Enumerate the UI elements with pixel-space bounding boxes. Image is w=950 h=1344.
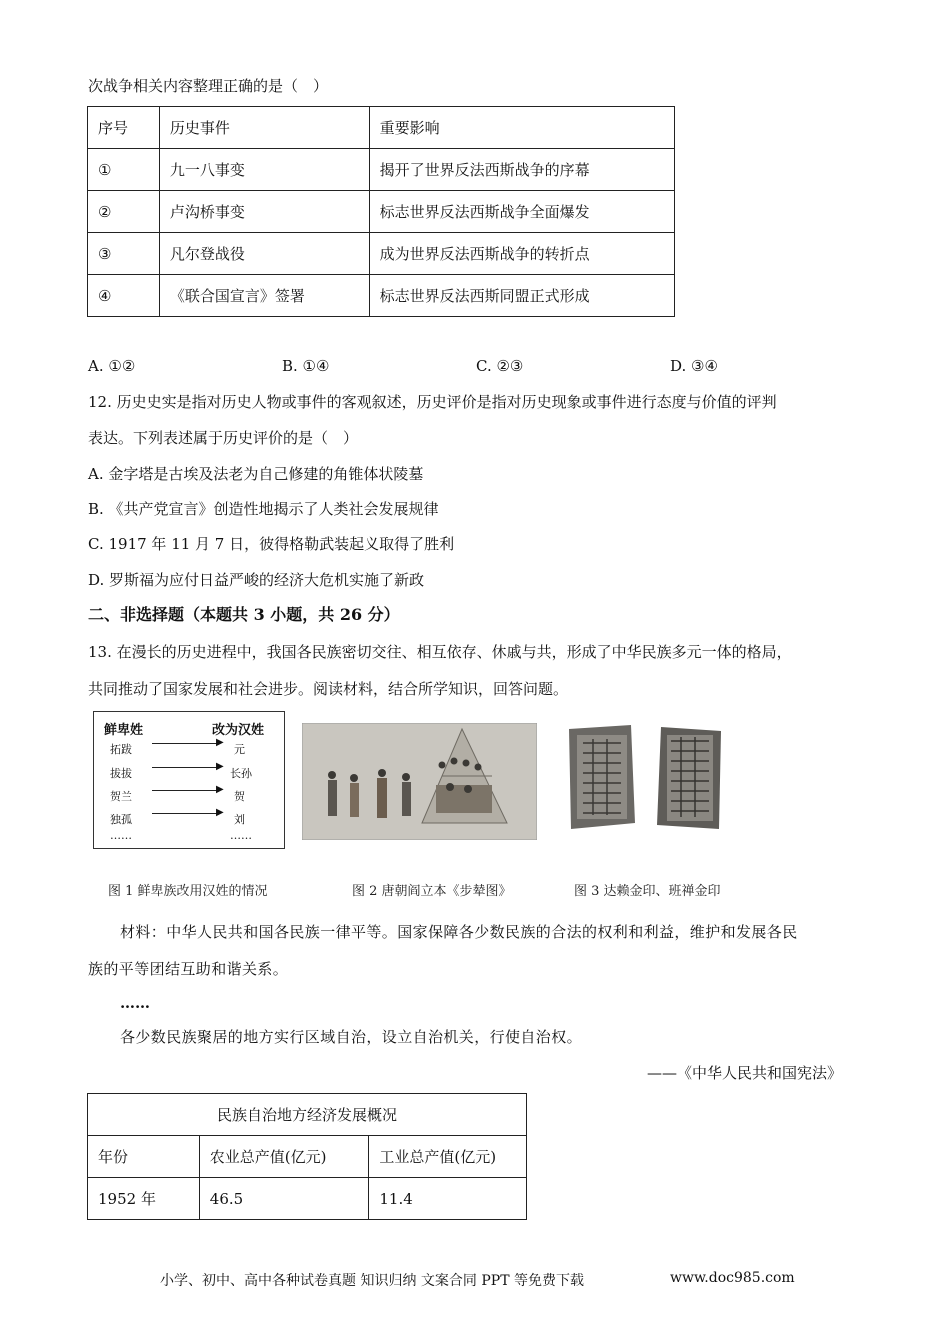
arrow-right-icon — [152, 767, 220, 768]
figure-1-surname-table — [93, 711, 285, 849]
arrow-right-icon — [152, 790, 220, 791]
fig1-xianbei-name: 拔拔 — [110, 767, 132, 780]
material-line3: 各少数民族聚居的地方实行区域自治，设立自治机关，行使自治权。 — [120, 1028, 583, 1046]
q11-option-d: D. ③④ — [670, 357, 718, 375]
figure-2-painting — [302, 723, 537, 840]
fig1-ellipsis-right: …… — [230, 829, 252, 842]
arrow-head-icon: ▶ — [216, 784, 224, 795]
q12-option-c: C. 1917 年 11 月 7 日，彼得格勒武装起义取得了胜利 — [88, 535, 455, 553]
table-cell: 标志世界反法西斯同盟正式形成 — [369, 275, 674, 317]
table-row — [88, 233, 675, 275]
fig1-xianbei-name: 拓跋 — [110, 743, 132, 756]
table-header-row — [88, 107, 675, 149]
table-cell: 1952 年 — [88, 1178, 200, 1220]
header-cell: 历史事件 — [159, 107, 369, 149]
footer-text: 小学、初中、高中各种试卷真题 知识归纳 文案合同 PPT 等免费下载 — [160, 1273, 584, 1289]
header-cell: 农业总产值(亿元) — [199, 1136, 369, 1178]
fig1-ellipsis-left: …… — [110, 829, 132, 842]
q11-table — [87, 106, 675, 317]
table-cell: 揭开了世界反法西斯战争的序幕 — [369, 149, 674, 191]
table-row — [88, 275, 675, 317]
fig1-han-name: 长孙 — [230, 767, 252, 780]
q11-option-b: B. ①④ — [282, 357, 330, 375]
material-ellipsis: …… — [120, 994, 150, 1012]
fig1-han-name: 元 — [234, 743, 245, 756]
figure-3-gold-seals — [555, 717, 730, 835]
arrow-right-icon — [152, 743, 220, 744]
fig1-col-left: 鲜卑姓 — [104, 723, 144, 738]
table-cell: 11.4 — [369, 1178, 527, 1220]
table-title-row — [88, 1094, 527, 1136]
fig1-han-name: 刘 — [234, 813, 245, 826]
material-line1: 材料：中华人民共和国各民族一律平等。国家保障各少数民族的合法的权利和利益，维护和发展各民 — [120, 923, 798, 941]
table-cell: 卢沟桥事变 — [159, 191, 369, 233]
table-cell: 46.5 — [199, 1178, 369, 1220]
q11-option-c: C. ②③ — [476, 357, 524, 375]
figure-1-caption: 图 1 鲜卑族改用汉姓的情况 — [108, 884, 268, 899]
arrow-head-icon: ▶ — [216, 737, 224, 748]
table-cell: ④ — [88, 275, 160, 317]
q11-stem: 次战争相关内容整理正确的是（ ） — [88, 77, 329, 95]
table-cell: ① — [88, 149, 160, 191]
table-row — [88, 149, 675, 191]
header-cell: 序号 — [88, 107, 160, 149]
table-cell: 成为世界反法西斯战争的转折点 — [369, 233, 674, 275]
figure-2-caption: 图 2 唐朝阎立本《步辇图》 — [352, 884, 512, 899]
figure-3-caption: 图 3 达赖金印、班禅金印 — [574, 884, 721, 899]
q12-stem-line2: 表达。下列表述属于历史评价的是（ ） — [88, 429, 359, 447]
fig1-xianbei-name: 独孤 — [110, 813, 132, 826]
table-cell: 《联合国宣言》签署 — [159, 275, 369, 317]
fig1-han-name: 贺 — [234, 790, 245, 803]
table-header-row — [88, 1136, 527, 1178]
header-cell: 重要影响 — [369, 107, 674, 149]
fig1-xianbei-name: 贺兰 — [110, 790, 132, 803]
table-cell: 标志世界反法西斯战争全面爆发 — [369, 191, 674, 233]
table-row — [88, 1178, 527, 1220]
header-cell: 年份 — [88, 1136, 200, 1178]
footer-site-link[interactable]: www.doc985.com — [670, 1270, 795, 1286]
table-cell: ③ — [88, 233, 160, 275]
table-cell: 凡尔登战役 — [159, 233, 369, 275]
arrow-head-icon: ▶ — [216, 761, 224, 772]
arrow-right-icon — [152, 813, 220, 814]
table-row — [88, 191, 675, 233]
q12-option-d: D. 罗斯福为应付日益严峻的经济大危机实施了新政 — [88, 571, 425, 589]
q12-option-b: B. 《共产党宣言》创造性地揭示了人类社会发展规律 — [88, 500, 439, 518]
q12-stem-line1: 12. 历史史实是指对历史人物或事件的客观叙述，历史评价是指对历史现象或事件进行态度与价值的评判 — [88, 393, 777, 411]
q13-stem-line2: 共同推动了国家发展和社会进步。阅读材料，结合所学知识，回答问题。 — [88, 680, 569, 698]
section-title: 二、非选择题（本题共 3 小题，共 26 分） — [88, 605, 400, 624]
material-source: ——《中华人民共和国宪法》 — [647, 1064, 843, 1082]
table-cell: ② — [88, 191, 160, 233]
economy-table — [87, 1093, 527, 1220]
fig1-col-right: 改为汉姓 — [212, 723, 265, 738]
arrow-head-icon: ▶ — [216, 807, 224, 818]
header-cell: 工业总产值(亿元) — [369, 1136, 527, 1178]
q13-stem-line1: 13. 在漫长的历史进程中，我国各民族密切交往、相互依存、休戚与共，形成了中华民族多元一体的格局， — [88, 643, 792, 661]
material-line2: 族的平等团结互助和谐关系。 — [88, 960, 289, 978]
economy-table-title: 民族自治地方经济发展概况 — [88, 1094, 527, 1136]
table-cell: 九一八事变 — [159, 149, 369, 191]
q11-option-a: A. ①② — [88, 357, 136, 375]
q12-option-a: A. 金字塔是古埃及法老为自己修建的角锥体状陵墓 — [88, 465, 424, 483]
